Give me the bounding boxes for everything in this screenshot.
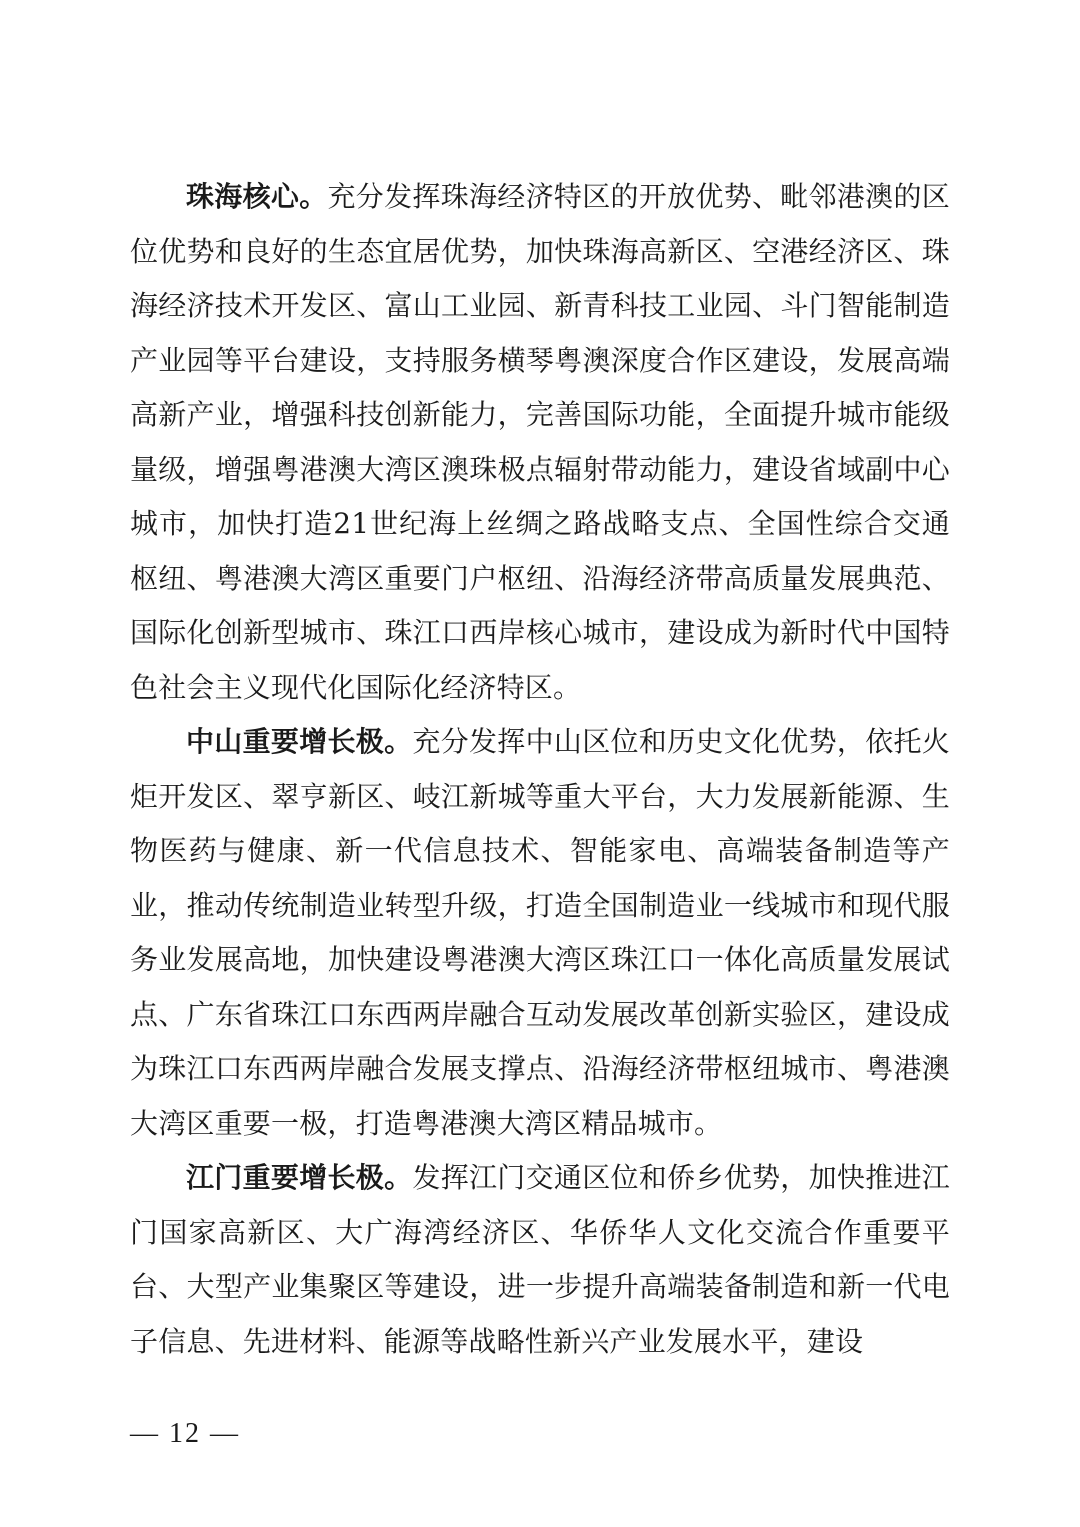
paragraph-heading: 中山重要增长极。 — [186, 725, 413, 758]
document-body — [130, 170, 950, 1369]
paragraph-text: 充分发挥中山区位和历史文化优势，依托火炬开发区、翠亨新区、岐江新城等重大平台，大力发展新能源、生物医药与健康、新一代信息技术、智能家电、高端装备制造等产业，推动传统制造业转型升级，打造全国制造业一线城市和现代服务业发展高地，加快建设粤港澳大湾区珠江口一体化高质量发展试点、广东省珠江口东西两岸融合互动发展改革创新实验区，建设成为珠江口东西两岸融合发展支撑点、沿海经济带枢纽城市、粤港澳大湾区重要一极，打造粤港澳大湾区精品城市。 — [130, 725, 950, 1140]
paragraph-zhongshan — [130, 715, 950, 1151]
paragraph-jiangmen — [130, 1151, 950, 1369]
paragraph-heading: 珠海核心。 — [186, 180, 328, 213]
paragraph-heading: 江门重要增长极。 — [186, 1161, 413, 1194]
paragraph-text: 发挥江门交通区位和侨乡优势，加快推进江门国家高新区、大广海湾经济区、华侨华人文化交流合作重要平台、大型产业集聚区等建设，进一步提升高端装备制造和新一代电子信息、先进材料、能源等战略性新兴产业发展水平，建设 — [130, 1161, 950, 1358]
page-number: — 12 — — [130, 1418, 240, 1449]
paragraph-zhuhai — [130, 170, 950, 715]
paragraph-text: 充分发挥珠海经济特区的开放优势、毗邻港澳的区位优势和良好的生态宜居优势，加快珠海高新区、空港经济区、珠海经济技术开发区、富山工业园、新青科技工业园、斗门智能制造产业园等平台建设，支持服务横琴粤澳深度合作区建设，发展高端高新产业，增强科技创新能力，完善国际功能，全面提升城市能级量级，增强粤港澳大湾区澳珠极点辐射带动能力，建设省域副中心城市，加快打造21世纪海上丝绸之路战略支点、全国性综合交通枢纽、粤港澳大湾区重要门户枢纽、沿海经济带高质量发展典范、国际化创新型城市、珠江口西岸核心城市，建设成为新时代中国特色社会主义现代化国际化经济特区。 — [130, 180, 950, 704]
